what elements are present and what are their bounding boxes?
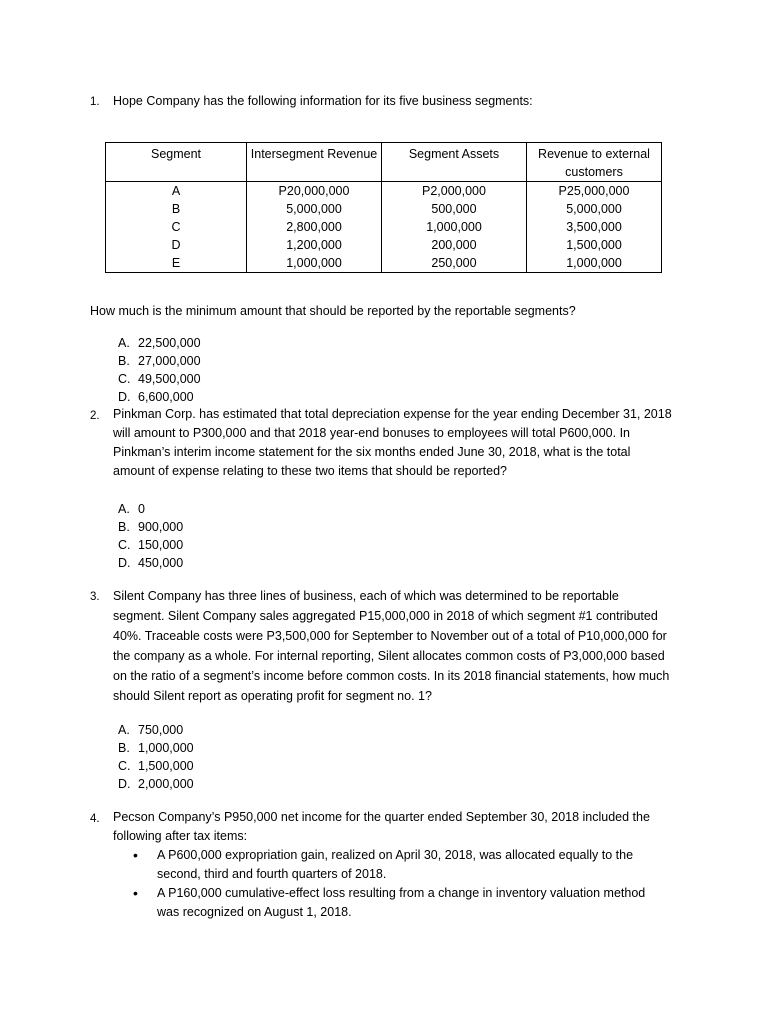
- text-line: 40%. Traceable costs were P3,500,000 for September to November out of a total of P10,000,000 for: [113, 629, 667, 643]
- header-segment-assets: Segment Assets: [382, 143, 527, 182]
- cell-assets: P2,000,000: [382, 182, 527, 201]
- bullet-dot-icon: •: [133, 885, 138, 901]
- choice-text: 1,000,000: [138, 741, 194, 755]
- cell-assets: 1,000,000: [382, 218, 527, 236]
- text-line: following after tax items:: [113, 829, 248, 843]
- cell-segment: B: [106, 200, 247, 218]
- choice-option[interactable]: [118, 757, 194, 775]
- question-3-text: [113, 586, 713, 706]
- cell-intersegment: P20,000,000: [247, 182, 382, 201]
- choice-text: 750,000: [138, 723, 184, 737]
- choice-letter: C.: [118, 372, 131, 386]
- cell-external: P25,000,000: [527, 182, 662, 201]
- choice-letter: A.: [118, 336, 130, 350]
- text-line: Pinkman’s interim income statement for the six months ended June 30, 2018, what is the total: [113, 445, 631, 459]
- text-line: will amount to P300,000 and that 2018 year-end bonuses to employees will total P600,000. In: [113, 426, 631, 440]
- choice-letter: B.: [118, 741, 130, 755]
- choice-option[interactable]: [118, 721, 194, 739]
- header-segment: Segment: [106, 143, 247, 182]
- choice-letter: C.: [118, 538, 131, 552]
- question-4-bullets: [133, 846, 673, 922]
- cell-segment: D: [106, 236, 247, 254]
- choice-text: 6,600,000: [138, 390, 194, 404]
- choice-text: 150,000: [138, 538, 184, 552]
- choice-option[interactable]: [118, 388, 201, 406]
- segment-table: [105, 142, 662, 273]
- text-line: segment. Silent Company sales aggregated P15,000,000 in 2018 of which segment #1 contributed: [113, 609, 658, 623]
- text-line: should Silent report as operating profit for segment no. 1?: [113, 689, 432, 703]
- choice-text: 27,000,000: [138, 354, 201, 368]
- choice-option[interactable]: [118, 500, 183, 518]
- bullet-item: [133, 884, 673, 922]
- choice-letter: D.: [118, 390, 131, 404]
- bullet-line: second, third and fourth quarters of 2018.: [157, 867, 387, 881]
- cell-intersegment: 1,200,000: [247, 236, 382, 254]
- choice-letter: A.: [118, 723, 130, 737]
- text-line: Pecson Company’s P950,000 net income for the quarter ended September 30, 2018 included the: [113, 810, 650, 824]
- bullet-item: [133, 846, 673, 884]
- cell-assets: 200,000: [382, 236, 527, 254]
- question-4-text: [113, 808, 713, 846]
- choice-text: 2,000,000: [138, 777, 194, 791]
- choice-option[interactable]: [118, 370, 201, 388]
- choice-text: 1,500,000: [138, 759, 194, 773]
- table-row: [106, 200, 662, 218]
- question-1-number: 1.: [90, 96, 100, 108]
- table-row: [106, 218, 662, 236]
- choice-option[interactable]: [118, 554, 183, 572]
- choice-text: 900,000: [138, 520, 184, 534]
- cell-intersegment: 1,000,000: [247, 254, 382, 273]
- cell-assets: 250,000: [382, 254, 527, 273]
- bullet-line: A P600,000 expropriation gain, realized on April 30, 2018, was allocated equally to the: [157, 848, 634, 862]
- question-2-text: [113, 405, 713, 481]
- table-row: [106, 236, 662, 254]
- choice-letter: D.: [118, 556, 131, 570]
- choice-option[interactable]: [118, 352, 201, 370]
- bullet-line: A P160,000 cumulative-effect loss resulting from a change in inventory valuation method: [157, 886, 646, 900]
- choice-letter: C.: [118, 759, 131, 773]
- header-intersegment-revenue: Intersegment Revenue: [247, 143, 382, 182]
- choice-letter: B.: [118, 520, 130, 534]
- question-1-text: Hope Company has the following information for its five business segments:: [113, 94, 533, 108]
- choice-option[interactable]: [118, 775, 194, 793]
- text-line: Pinkman Corp. has estimated that total depreciation expense for the year ending December 31, 2018: [113, 407, 672, 421]
- cell-assets: 500,000: [382, 200, 527, 218]
- choice-text: 22,500,000: [138, 336, 201, 350]
- bullet-dot-icon: •: [133, 847, 138, 863]
- choice-text: 49,500,000: [138, 372, 201, 386]
- cell-segment: A: [106, 182, 247, 201]
- text-line: amount of expense relating to these two items that should be reported?: [113, 464, 507, 478]
- choice-option[interactable]: [118, 334, 201, 352]
- choice-letter: B.: [118, 354, 130, 368]
- bullet-line: was recognized on August 1, 2018.: [157, 905, 352, 919]
- cell-external: 1,000,000: [527, 254, 662, 273]
- question-2-choices: [118, 500, 183, 572]
- header-revenue-external: Revenue to external customers: [527, 143, 662, 182]
- question-1-choices: [118, 334, 201, 406]
- choice-option[interactable]: [118, 518, 183, 536]
- table-row: [106, 254, 662, 273]
- cell-segment: E: [106, 254, 247, 273]
- question-1-prompt: How much is the minimum amount that should be reported by the reportable segments?: [90, 304, 576, 318]
- cell-intersegment: 5,000,000: [247, 200, 382, 218]
- text-line: Silent Company has three lines of business, each of which was determined to be reportable: [113, 589, 619, 603]
- choice-option[interactable]: [118, 739, 194, 757]
- cell-external: 3,500,000: [527, 218, 662, 236]
- question-3-number: 3.: [90, 591, 100, 603]
- cell-intersegment: 2,800,000: [247, 218, 382, 236]
- question-3-choices: [118, 721, 194, 793]
- cell-external: 1,500,000: [527, 236, 662, 254]
- cell-segment: C: [106, 218, 247, 236]
- choice-letter: D.: [118, 777, 131, 791]
- choice-letter: A.: [118, 502, 130, 516]
- table-header-row: [106, 143, 662, 182]
- table-row: [106, 182, 662, 201]
- choice-text: 450,000: [138, 556, 184, 570]
- choice-text: 0: [138, 502, 145, 516]
- question-2-number: 2.: [90, 410, 100, 422]
- text-line: on the ratio of a segment’s income before common costs. In its 2018 financial statements, how much: [113, 669, 670, 683]
- choice-option[interactable]: [118, 536, 183, 554]
- question-4-number: 4.: [90, 813, 100, 825]
- cell-external: 5,000,000: [527, 200, 662, 218]
- text-line: the company as a whole. For internal reporting, Silent allocates common costs of P3,000,000 based: [113, 649, 665, 663]
